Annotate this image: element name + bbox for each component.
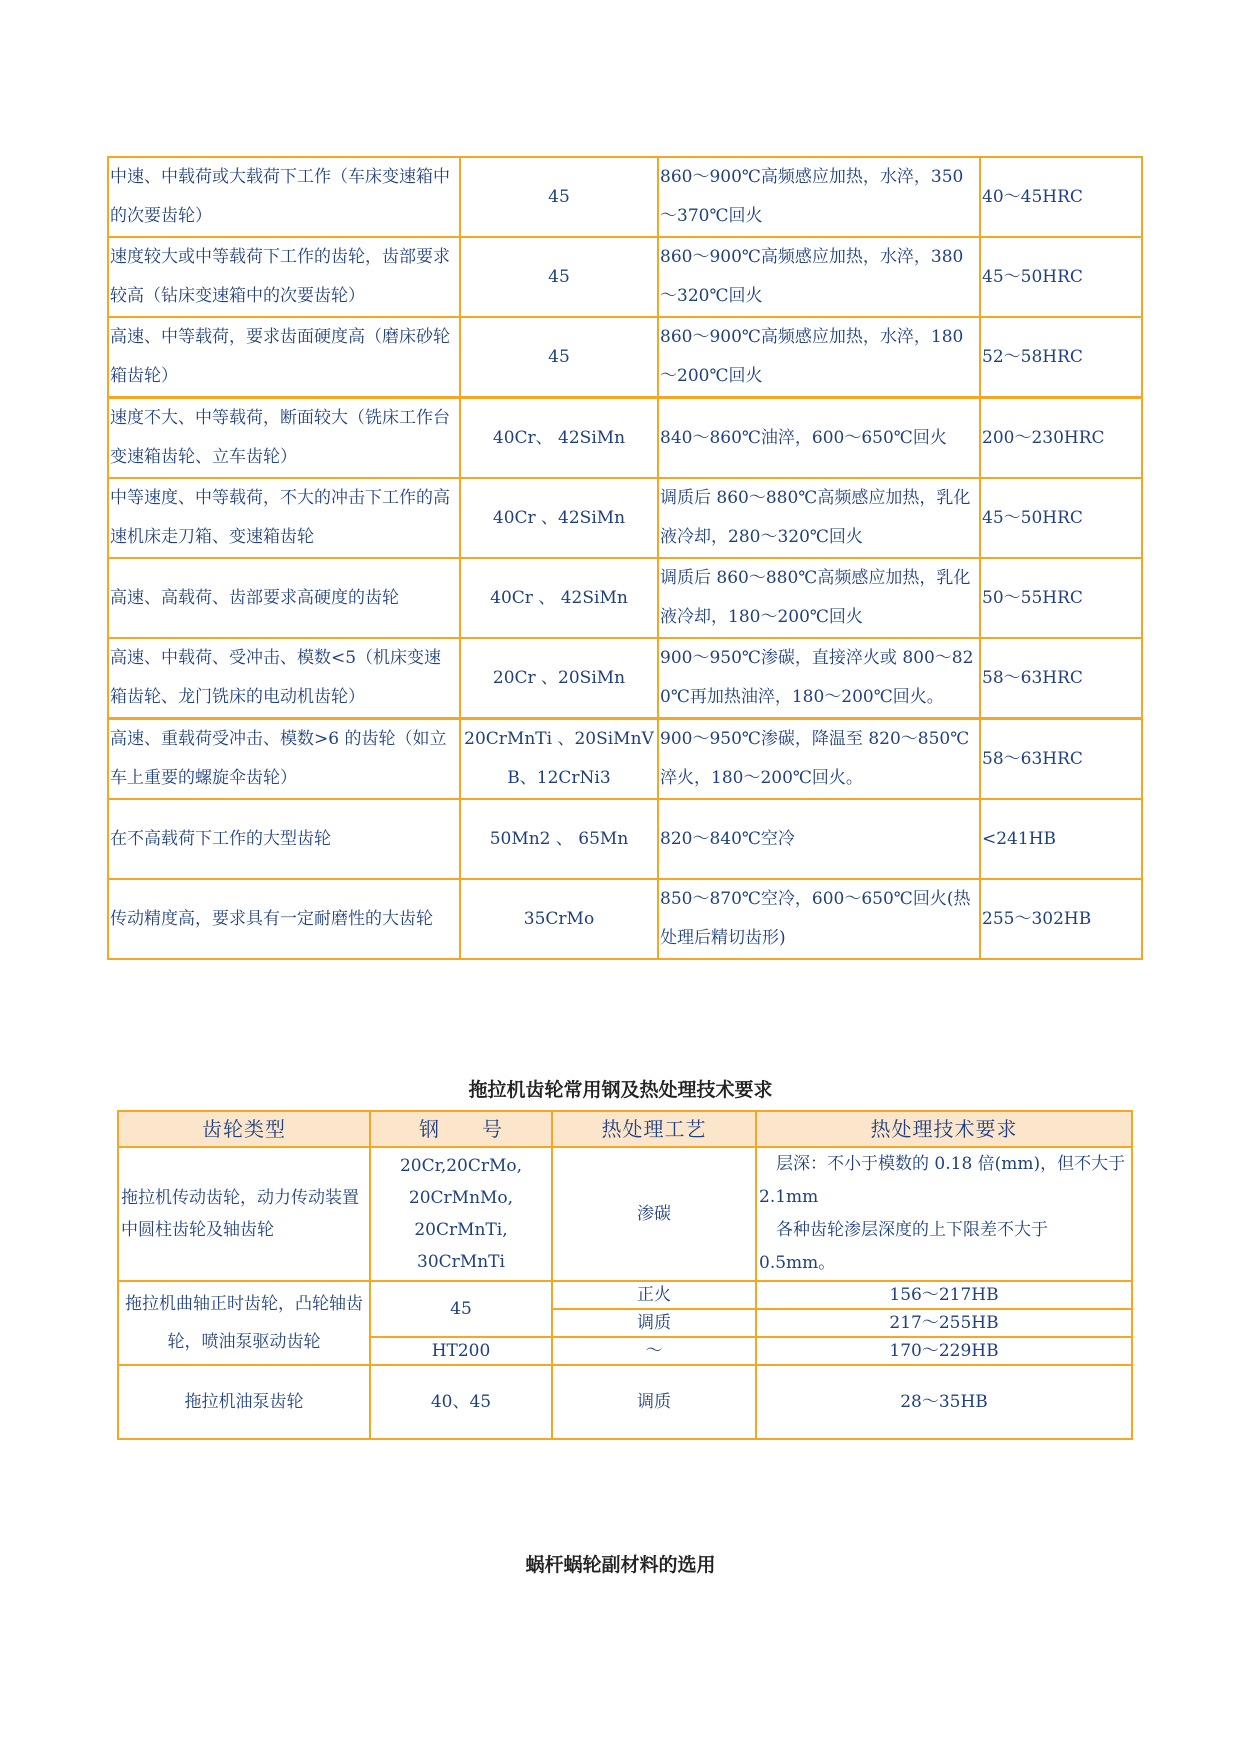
steel-line: 20CrMnMo, [408,1188,514,1208]
steel-line: 20Cr,20CrMo, [399,1156,523,1176]
steel-cell: 35CrMo [460,879,658,959]
usage-cell: 高速、高载荷、齿部要求高硬度的齿轮 [108,558,460,638]
usage-cell: 高速、重载荷受冲击、模数>6 的齿轮（如立车上重要的螺旋伞齿轮） [108,719,460,800]
steel-cell: 50Mn2 、 65Mn [460,799,658,879]
hardness-cell: 50～55HRC [980,558,1142,638]
hardness-cell: 40～45HRC [980,157,1142,237]
steel-cell: 45 [460,237,658,317]
process-cell: 900～950℃渗碳，直接淬火或 800～820℃再加热油淬，180～200℃回火。 [658,638,980,719]
header-steel-grade: 钢 号 [370,1111,552,1147]
table-row [108,558,1142,638]
steel-cell: 20CrMnTi 、20SiMnVB、12CrNi3 [460,719,658,800]
process-cell: 调质 [552,1365,756,1439]
table-row [118,1281,1132,1309]
steel-line: 20CrMnTi, [414,1220,508,1240]
steel-cell: 45 [460,317,658,398]
table-row [118,1365,1132,1439]
table-row [108,719,1142,800]
table-row [118,1147,1132,1281]
usage-cell: 速度不大、中等载荷，断面较大（铣床工作台变速箱齿轮、立车齿轮） [108,398,460,479]
process-cell: 调质后 860～880℃高频感应加热，乳化液冷却，280～320℃回火 [658,478,980,558]
tractor-gear-table [117,1110,1133,1440]
usage-cell: 速度较大或中等载荷下工作的齿轮，齿部要求较高（钻床变速箱中的次要齿轮） [108,237,460,317]
hardness-cell: 58～63HRC [980,719,1142,800]
table-row [108,237,1142,317]
tractor-gear-table-title: 拖拉机齿轮常用钢及热处理技术要求 [468,1079,773,1101]
steel-cell: 40、45 [370,1365,552,1439]
process-cell: 860～900℃高频感应加热，水淬，180～200℃回火 [658,317,980,398]
requirement-cell: 217～255HB [756,1309,1132,1337]
process-cell: 850～870℃空冷，600～650℃回火(热处理后精切齿形) [658,879,980,959]
usage-cell: 高速、中载荷、受冲击、模数<5（机床变速箱齿轮、龙门铣床的电动机齿轮） [108,638,460,719]
process-cell: 正火 [552,1281,756,1309]
process-cell: 860～900℃高频感应加热，水淬，350～370℃回火 [658,157,980,237]
table-row [108,157,1142,237]
usage-cell: 高速、中等载荷，要求齿面硬度高（磨床砂轮箱齿轮） [108,317,460,398]
header-heat-process: 热处理工艺 [552,1111,756,1147]
process-cell: 调质后 860～880℃高频感应加热，乳化液冷却，180～200℃回火 [658,558,980,638]
requirement-line: 各种齿轮渗层深度的上下限差不大于 0.5mm。 [759,1220,1048,1273]
process-cell: 860～900℃高频感应加热，水淬，380～320℃回火 [658,237,980,317]
steel-cell [370,1147,552,1281]
usage-cell: 传动精度高，要求具有一定耐磨性的大齿轮 [108,879,460,959]
steel-cell: 40Cr 、 42SiMn [460,558,658,638]
header-gear-type: 齿轮类型 [118,1111,370,1147]
process-cell: 840～860℃油淬，600～650℃回火 [658,398,980,479]
hardness-cell: 255～302HB [980,879,1142,959]
hardness-cell: 45～50HRC [980,478,1142,558]
steel-cell: 45 [460,157,658,237]
process-cell: ～ [552,1337,756,1365]
requirement-cell: 28～35HB [756,1365,1132,1439]
steel-cell: 45 [370,1281,552,1337]
requirement-cell [756,1147,1132,1281]
steel-cell: 40Cr、 42SiMn [460,398,658,479]
steel-cell: 20Cr 、20SiMn [460,638,658,719]
header-tech-requirement: 热处理技术要求 [756,1111,1132,1147]
hardness-cell: 45～50HRC [980,237,1142,317]
table-row [108,799,1142,879]
steel-cell: 40Cr 、42SiMn [460,478,658,558]
process-cell: 渗碳 [552,1147,756,1281]
steel-line: 30CrMnTi [417,1252,505,1272]
requirement-cell: 170～229HB [756,1337,1132,1365]
process-cell: 900～950℃渗碳，降温至 820～850℃淬火，180～200℃回火。 [658,719,980,800]
gear-steel-table [107,156,1143,960]
hardness-cell: 52～58HRC [980,317,1142,398]
usage-cell: 中等速度、中等载荷，不大的冲击下工作的高速机床走刀箱、变速箱齿轮 [108,478,460,558]
table-row [108,879,1142,959]
requirement-line: 层深：不小于模数的 0.18 倍(mm)，但不大于 2.1mm [759,1154,1126,1207]
hardness-cell: 58～63HRC [980,638,1142,719]
hardness-cell: 200～230HRC [980,398,1142,479]
steel-cell: HT200 [370,1337,552,1365]
requirement-cell: 156～217HB [756,1281,1132,1309]
hardness-cell: <241HB [980,799,1142,879]
usage-cell: 中速、中载荷或大载荷下工作（车床变速箱中的次要齿轮） [108,157,460,237]
table-row [108,478,1142,558]
process-cell: 820～840℃空冷 [658,799,980,879]
process-cell: 调质 [552,1309,756,1337]
gear-type-cell: 拖拉机传动齿轮，动力传动装置中圆柱齿轮及轴齿轮 [118,1147,370,1281]
table-row [108,398,1142,479]
table-row [108,317,1142,398]
gear-type-cell: 拖拉机油泵齿轮 [118,1365,370,1439]
gear-type-cell: 拖拉机曲轴正时齿轮，凸轮轴齿轮，喷油泵驱动齿轮 [118,1281,370,1365]
worm-gear-section-title: 蜗杆蜗轮副材料的选用 [525,1554,716,1576]
table-row [108,638,1142,719]
usage-cell: 在不高载荷下工作的大型齿轮 [108,799,460,879]
